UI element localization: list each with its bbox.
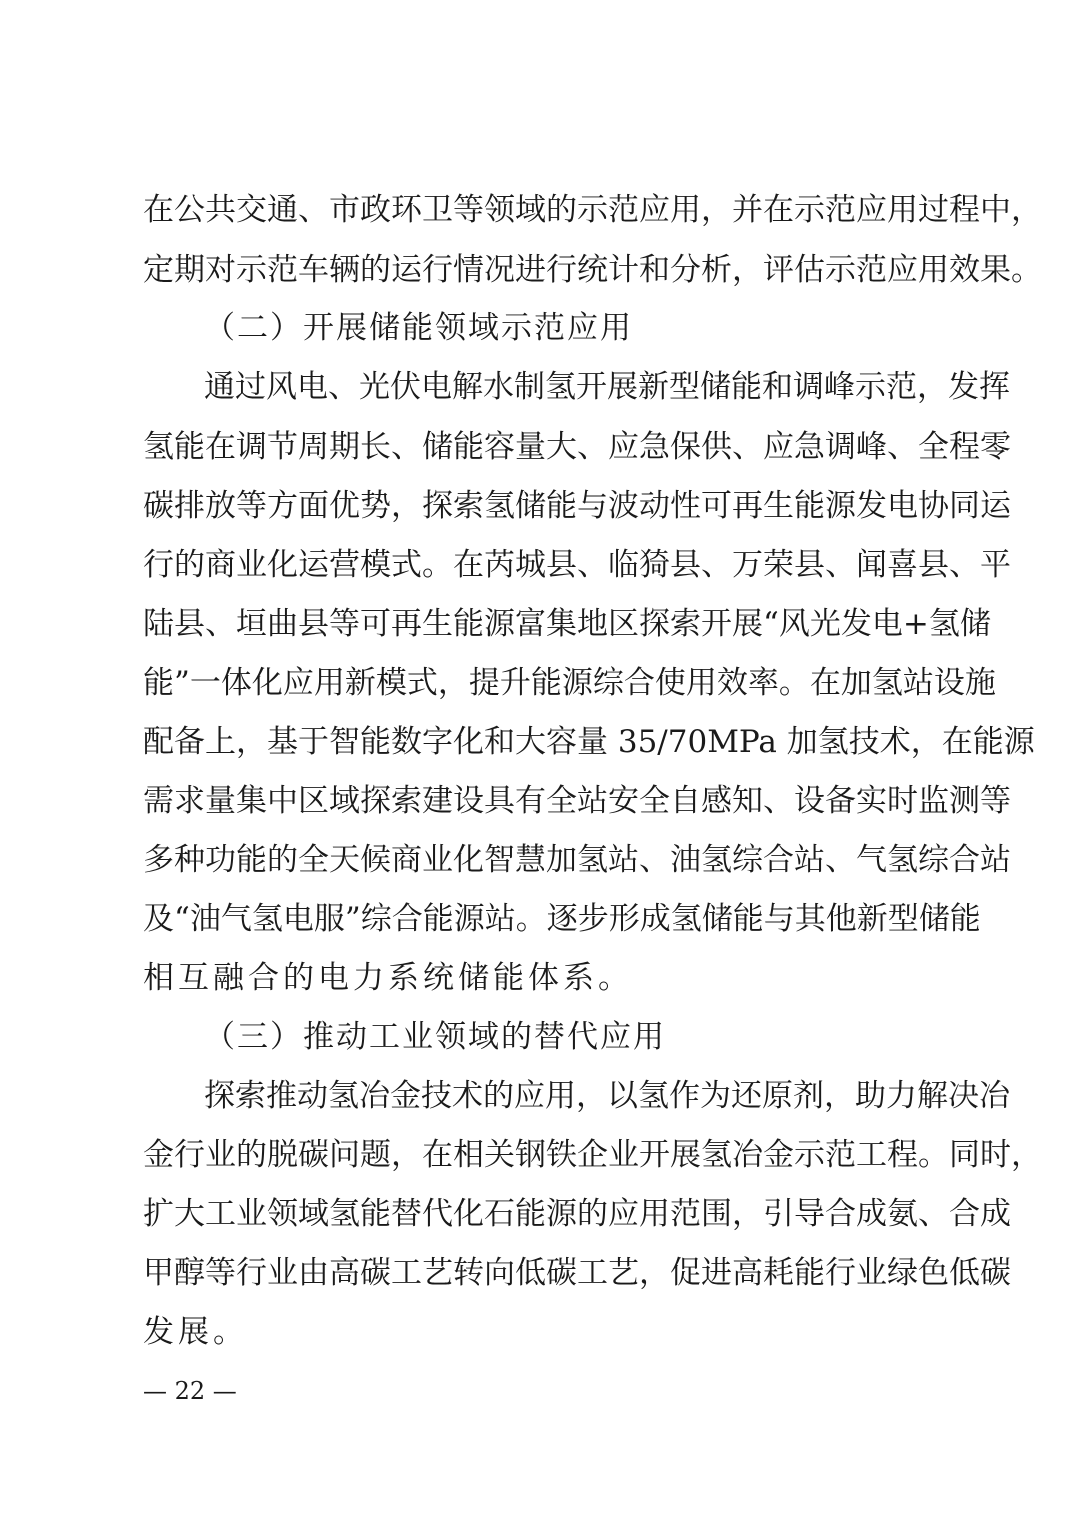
paragraph-line: 在公共交通、市政环卫等领域的示范应用，并在示范应用过程中， <box>143 192 1042 228</box>
paragraph-line: 扩大工业领域氢能替代化石能源的应用范围，引导合成氨、合成 <box>143 1196 1011 1232</box>
paragraph-line: 发展。 <box>143 1314 248 1350</box>
paragraph-line: 相互融合的电力系统储能体系。 <box>143 960 633 996</box>
paragraph-line: 金行业的脱碳问题，在相关钢铁企业开展氢冶金示范工程。同时， <box>143 1137 1042 1173</box>
paragraph-line: 行的商业化运营模式。在芮城县、临猗县、万荣县、闻喜县、平 <box>143 547 1011 583</box>
page-number: — 22 — <box>143 1377 237 1405</box>
section-heading: （二）开展储能领域示范应用 <box>204 310 633 346</box>
paragraph-line: 通过风电、光伏电解水制氢开展新型储能和调峰示范，发挥 <box>204 369 1010 405</box>
paragraph-line: 探索推动氢冶金技术的应用，以氢作为还原剂，助力解决冶 <box>204 1078 1010 1114</box>
paragraph-line: 能”一体化应用新模式，提升能源综合使用效率。在加氢站设施 <box>143 665 996 701</box>
section-heading: （三）推动工业领域的替代应用 <box>204 1019 666 1055</box>
paragraph-line: 需求量集中区域探索建设具有全站安全自感知、设备实时监测等 <box>143 783 1011 819</box>
paragraph-line: 氢能在调节周期长、储能容量大、应急保供、应急调峰、全程零 <box>143 429 1011 465</box>
paragraph-line: 甲醇等行业由高碳工艺转向低碳工艺，促进高耗能行业绿色低碳 <box>143 1255 1011 1291</box>
paragraph-line: 及“油气氢电服”综合能源站。逐步形成氢储能与其他新型储能 <box>143 901 981 937</box>
paragraph-line: 陆县、垣曲县等可再生能源富集地区探索开展“风光发电+氢储 <box>143 606 991 642</box>
paragraph-line: 配备上，基于智能数字化和大容量 35/70MPa 加氢技术，在能源 <box>143 724 1035 760</box>
paragraph-line: 碳排放等方面优势，探索氢储能与波动性可再生能源发电协同运 <box>143 488 1011 524</box>
paragraph-line: 多种功能的全天候商业化智慧加氢站、油氢综合站、气氢综合站 <box>143 842 1011 878</box>
paragraph-line: 定期对示范车辆的运行情况进行统计和分析，评估示范应用效果。 <box>143 252 1042 288</box>
